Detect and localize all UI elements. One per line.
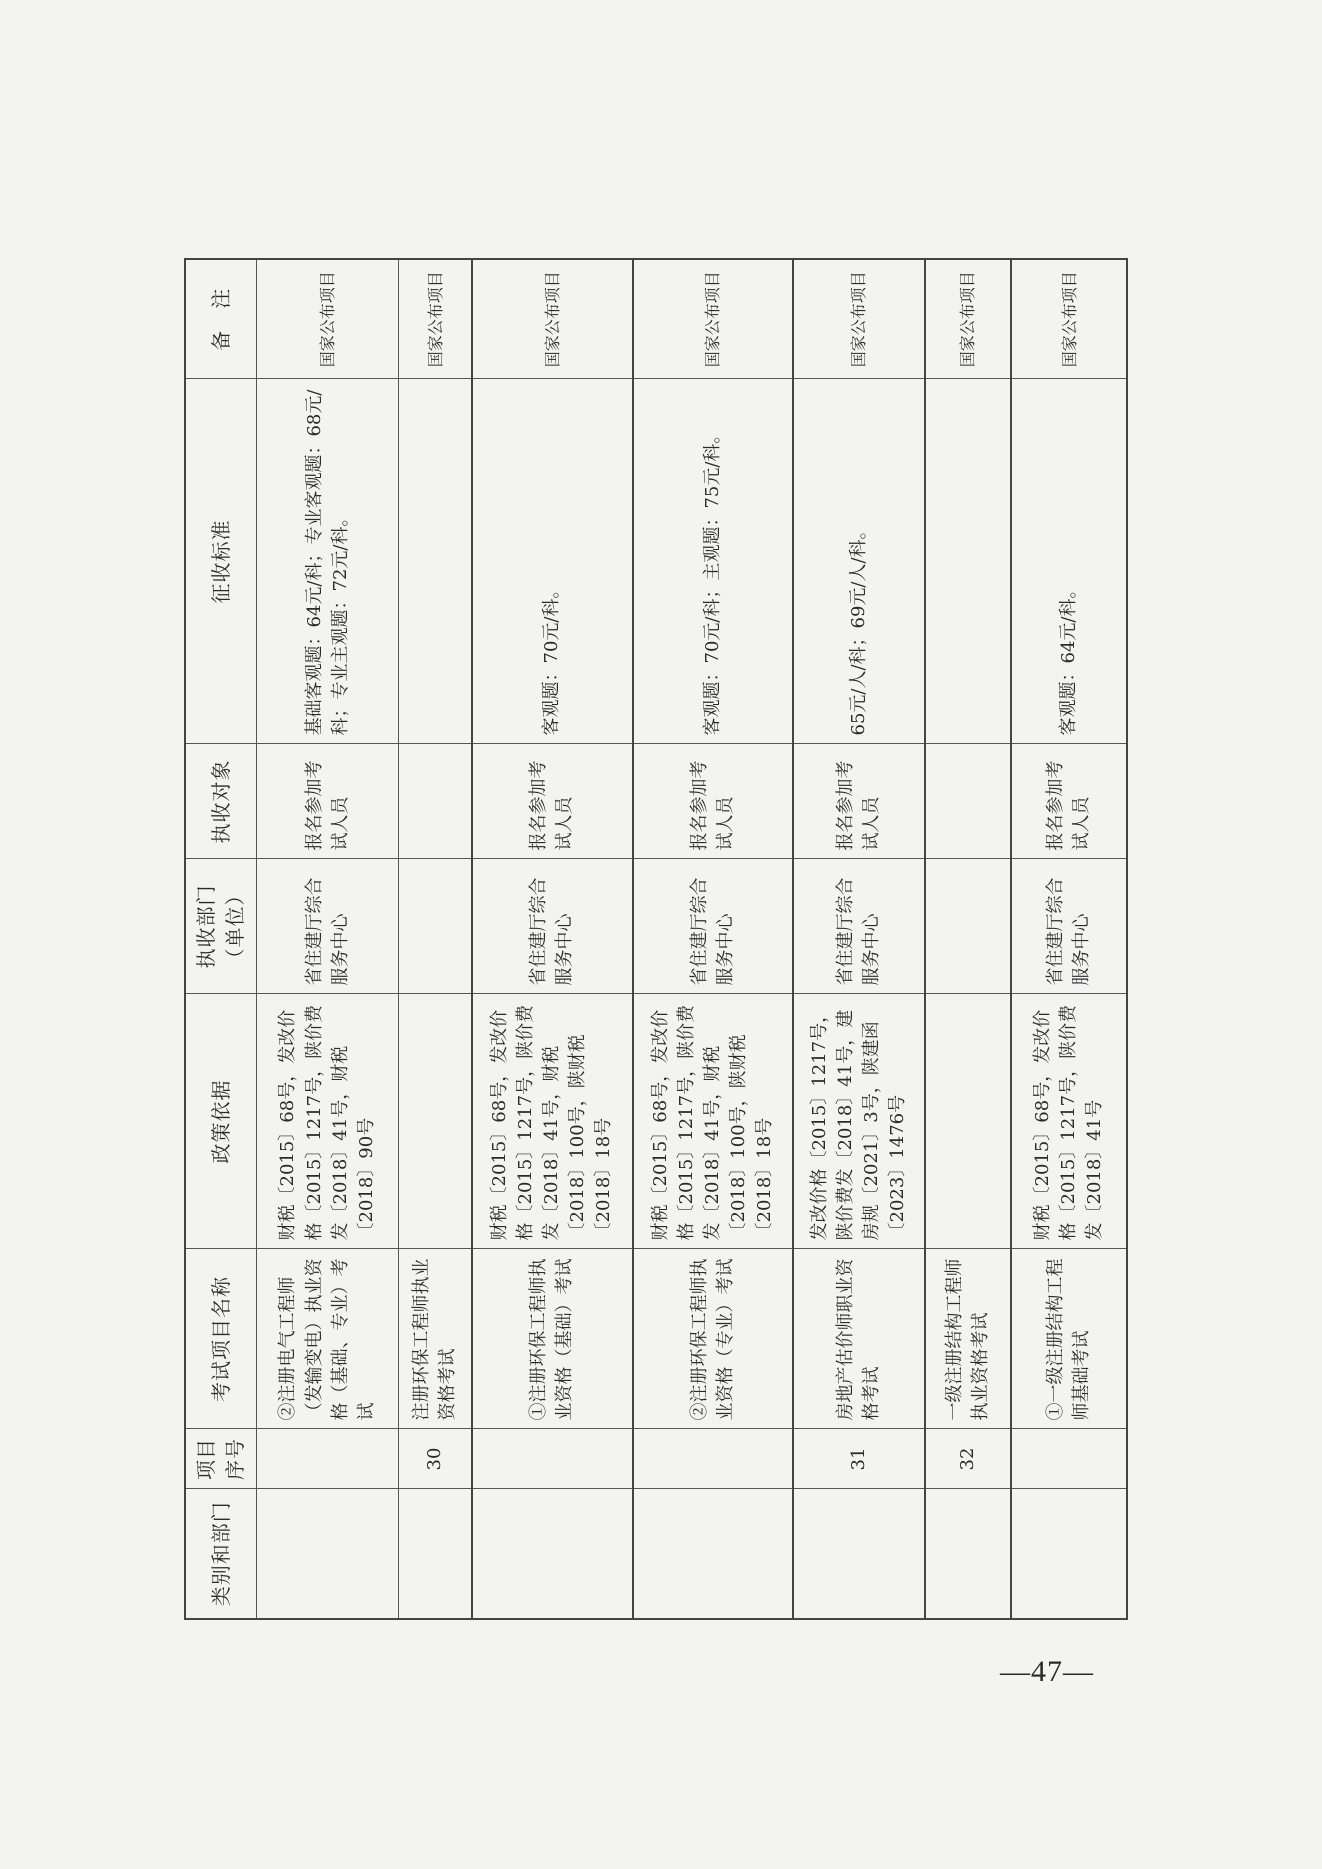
item-no-cell: 32 [925,1429,1012,1489]
table-row [399,259,472,1619]
table-row [472,259,633,1619]
table-row [1011,259,1127,1619]
exam-name-cell: 一级注册结构工程师执业资格考试 [925,1249,1012,1429]
remark-cell: 国家公布项目 [633,259,794,379]
item-no-cell: 31 [793,1429,925,1489]
dept-cell: 省住建厅综合服务中心 [472,859,633,994]
target-cell: 报名参加考试人员 [472,744,633,859]
table-row [633,259,794,1619]
header-payer: 执收对象 [185,744,257,859]
standard-cell: 客观题：70元/科。 [472,379,633,744]
target-cell: 报名参加考试人员 [257,744,399,859]
policy-cell [399,994,472,1249]
exam-name-cell: ②注册环保工程师执业资格（专业）考试 [633,1249,794,1429]
remark-cell: 国家公布项目 [1011,259,1127,379]
fee-table-frame [184,260,1128,1620]
remark-cell: 国家公布项目 [925,259,1012,379]
exam-name-cell: 房地产估价师职业资格考试 [793,1249,925,1429]
item-no-cell [1011,1429,1127,1489]
dept-cell: 省住建厅综合服务中心 [257,859,399,994]
standard-cell: 基础客观题：64元/科；专业客观题：68元/科；专业主观题：72元/科。 [257,379,399,744]
standard-cell: 65元/人/科；69元/人/科。 [793,379,925,744]
header-category: 类别和部门 [185,1489,257,1619]
policy-cell: 发改价格〔2015〕1217号，陕价费发〔2018〕41号，建房规〔2021〕3号，陕建函〔2023〕1476号 [793,994,925,1249]
item-no-cell [633,1429,794,1489]
policy-cell: 财税〔2015〕68号，发改价格〔2015〕1217号，陕价费发〔2018〕41号，财税〔2018〕90号 [257,994,399,1249]
fee-table [184,258,1128,1620]
dept-cell [925,859,1012,994]
target-cell: 报名参加考试人员 [1011,744,1127,859]
standard-cell: 客观题：64元/科。 [1011,379,1127,744]
table-header-row [185,259,257,1619]
category-cell [257,1489,399,1619]
exam-name-cell: ①一级注册结构工程师基础考试 [1011,1249,1127,1429]
target-cell: 报名参加考试人员 [793,744,925,859]
table-row [793,259,925,1619]
standard-cell [399,379,472,744]
exam-name-cell: ②注册电气工程师（发输变电）执业资格（基础、专业）考试 [257,1249,399,1429]
category-cell [925,1489,1012,1619]
header-collecting-dept: 执收部门（单位） [185,859,257,994]
page-number: —47— [1000,1655,1094,1688]
header-fee-standard: 征收标准 [185,379,257,744]
exam-name-cell: 注册环保工程师执业资格考试 [399,1249,472,1429]
policy-cell: 财税〔2015〕68号，发改价格〔2015〕1217号，陕价费发〔2018〕41号 [1011,994,1127,1249]
policy-cell: 财税〔2015〕68号，发改价格〔2015〕1217号，陕价费发〔2018〕41号，财税〔2018〕100号，陕财税〔2018〕18号 [633,994,794,1249]
item-no-cell [257,1429,399,1489]
target-cell: 报名参加考试人员 [633,744,794,859]
item-no-cell [472,1429,633,1489]
item-no-cell: 30 [399,1429,472,1489]
category-cell [633,1489,794,1619]
table-row [257,259,399,1619]
fee-table-rotated-container [184,260,1128,1620]
policy-cell [925,994,1012,1249]
remark-cell: 国家公布项目 [399,259,472,379]
category-cell [399,1489,472,1619]
target-cell [925,744,1012,859]
header-exam-name: 考试项目名称 [185,1249,257,1429]
table-row [925,259,1012,1619]
category-cell [472,1489,633,1619]
standard-cell: 客观题：70元/科；主观题：75元/科。 [633,379,794,744]
dept-cell [399,859,472,994]
header-remark: 备 注 [185,259,257,379]
remark-cell: 国家公布项目 [472,259,633,379]
header-policy-basis: 政策依据 [185,994,257,1249]
remark-cell: 国家公布项目 [257,259,399,379]
target-cell [399,744,472,859]
header-item-no: 项目序号 [185,1429,257,1489]
dept-cell: 省住建厅综合服务中心 [633,859,794,994]
standard-cell [925,379,1012,744]
remark-cell: 国家公布项目 [793,259,925,379]
dept-cell: 省住建厅综合服务中心 [793,859,925,994]
exam-name-cell: ①注册环保工程师执业资格（基础）考试 [472,1249,633,1429]
policy-cell: 财税〔2015〕68号，发改价格〔2015〕1217号，陕价费发〔2018〕41号，财税〔2018〕100号，陕财税〔2018〕18号 [472,994,633,1249]
dept-cell: 省住建厅综合服务中心 [1011,859,1127,994]
category-cell [1011,1489,1127,1619]
category-cell [793,1489,925,1619]
